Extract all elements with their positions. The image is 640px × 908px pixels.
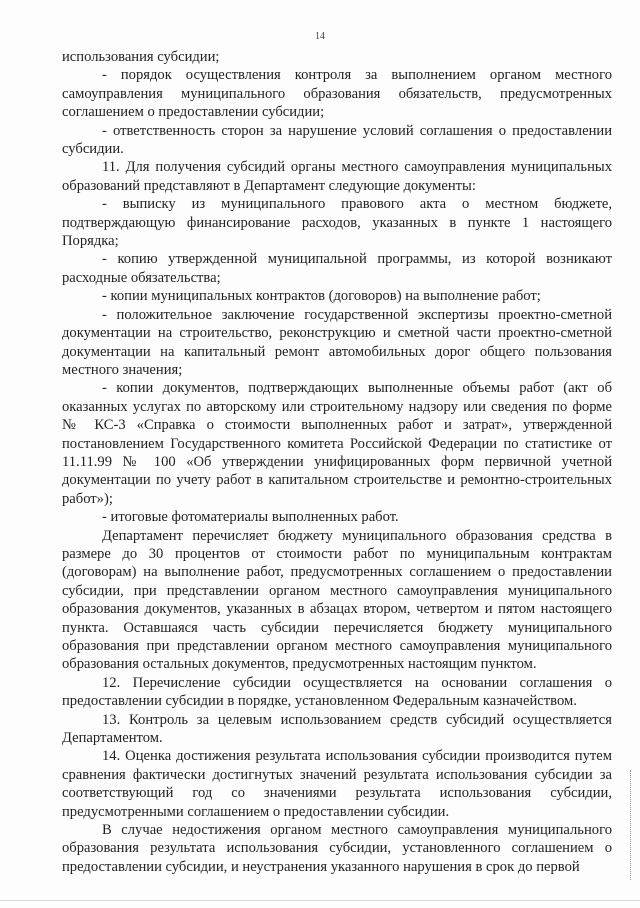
paragraph: 14. Оценка достижения результата использования субсидии производится путем сравнения фактически достигнутых значений результата использования субсидии за соответствующий год со значениями результата использования субсидии, предусмотренными соглашением о предоставлении субсидии. <box>62 748 612 820</box>
paragraph: - копии документов, подтверждающих выполненные объемы работ (акт об оказанных услугах по авторскому или строительному надзору или сведения по форме № КС-3 «Справка о стоимости выполненных работ и затрат», утвержденной постановлением Государственного комитета Российской Федерации по статистике от 11.11.99 № 100 «Об утверждении унифицированных форм первичной учетной документации по учету работ в капитальном строительстве и ремонтно-строительных работ»); <box>62 380 612 507</box>
paragraph: использования субсидии; <box>62 49 220 65</box>
paragraph: 11. Для получения субсидий органы местного самоуправления муниципальных образований представляют в Департамент следующие документы: <box>62 159 612 194</box>
scan-bottom-edge <box>0 900 640 901</box>
paragraph: - копию утвержденной муниципальной программы, из которой возникают расходные обязательства; <box>62 251 612 286</box>
scan-margin-marks <box>630 770 634 880</box>
paragraph: Департамент перечисляет бюджету муниципального образования средства в размере до 30 процентов от стоимости работ по муниципальным контрактам (договорам) на выполнение работ, предусмотренных соглашением о предоставлении субсидии, при представлении органом местного самоуправления муниципального образования документов, указанных в абзацах втором, четвертом и пятом настоящего пункта. Оставшаяся часть субсидии перечисляется бюджету муниципального образования при представлении органом местного самоуправления муниципального образования остальных документов, предусмотренных настоящим пунктом. <box>62 527 612 673</box>
paragraph: - ответственность сторон за нарушение условий соглашения о предоставлении субсидии. <box>62 122 612 158</box>
paragraph: 12. Перечисление субсидии осуществляется на основании соглашения о предоставлении субсидии в порядке, установленном Федеральным казначейством. <box>62 674 612 710</box>
paragraph: - выписку из муниципального правового акта о местном бюджете, подтверждающую финансирование расходов, указанных в пункте 1 настоящего Порядка; <box>62 196 612 250</box>
paragraph: - итоговые фотоматериалы выполненных работ. <box>102 509 399 526</box>
paragraph: - порядок осуществления контроля за выполнением органом местного самоуправления муниципального образования обязательств, предусмотренных соглашением о предоставлении субсидии; <box>62 67 612 121</box>
paragraph: - копии муниципальных контрактов (договоров) на выполнение работ; <box>102 288 541 305</box>
page-number: 14 <box>315 31 325 42</box>
paragraph: 13. Контроль за целевым использованием средств субсидий осуществляется Департаментом. <box>62 711 612 747</box>
document-body <box>62 48 612 876</box>
paragraph: - положительное заключение государственной экспертизы проектно-сметной документации на строительство, реконструкцию и сметной части проектно-сметной документации на капитальный ремонт автомобильных дорог общего пользования местного значения; <box>62 306 612 378</box>
paragraph: В случае недостижения органом местного самоуправления муниципального образования результата использования субсидии, установленного соглашением о предоставлении субсидии, и неустранения указанного нарушения в срок до первой <box>62 822 612 875</box>
